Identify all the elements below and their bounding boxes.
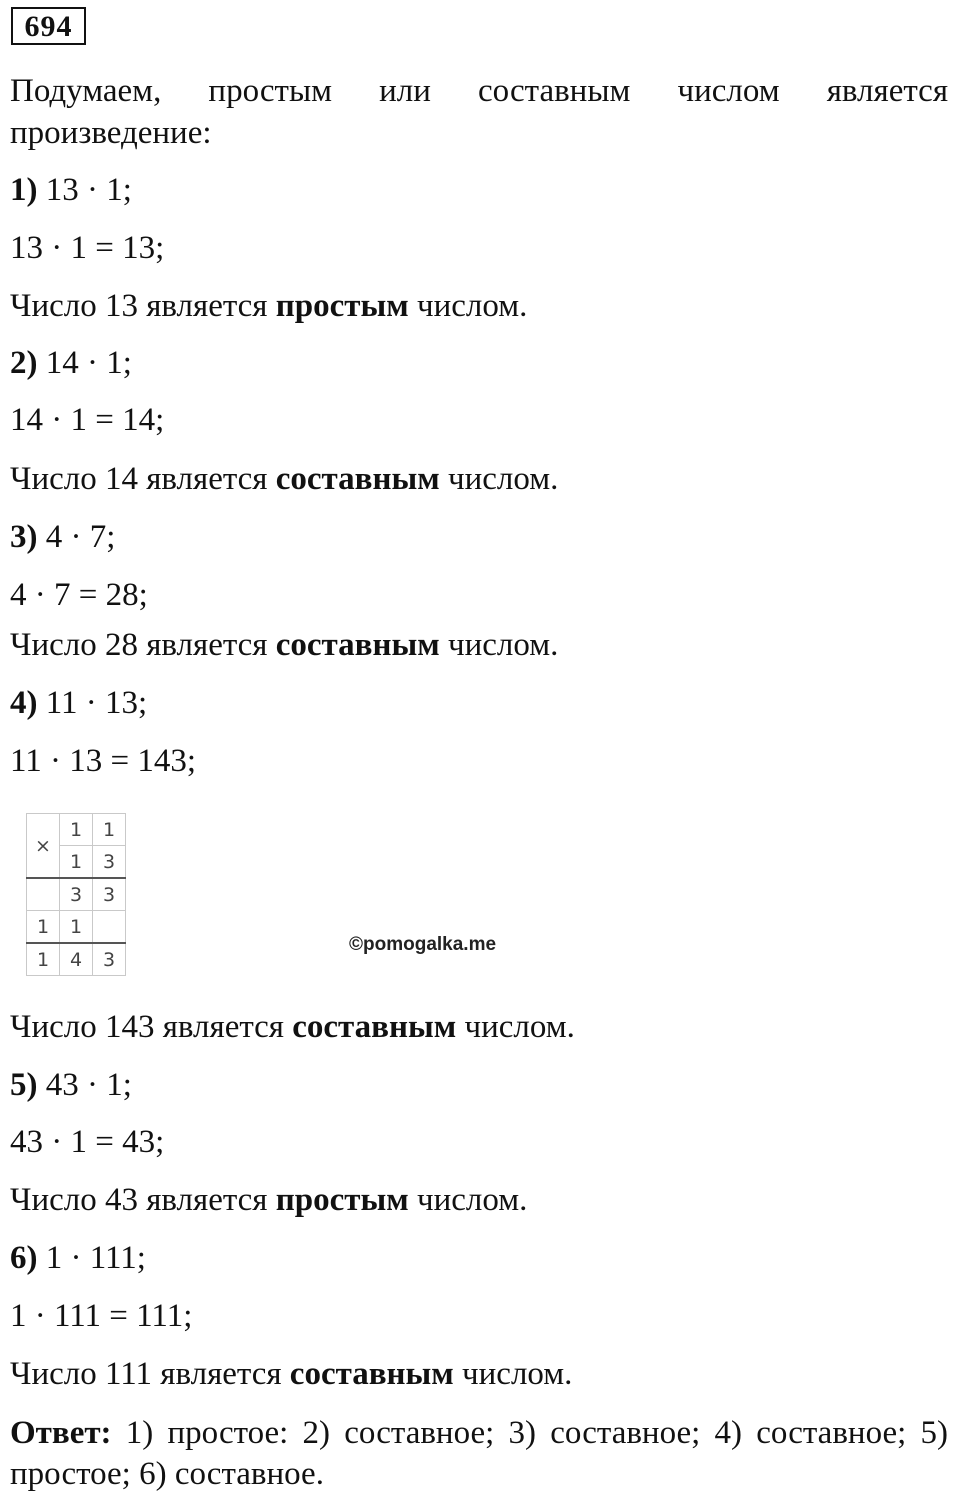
item-label: 1) xyxy=(10,172,38,208)
item-2-calculation: 14 · 1 = 14; xyxy=(10,402,165,438)
task-number: 694 xyxy=(11,7,86,45)
item-6-expression xyxy=(10,1238,146,1278)
number-type: составным xyxy=(275,461,440,497)
item-label: 3) xyxy=(10,519,38,555)
answer-word: 4) xyxy=(714,1415,743,1451)
conclusion-end: числом. xyxy=(464,1009,575,1045)
answer-word: 2) xyxy=(302,1415,331,1451)
item-label: 4) xyxy=(10,685,38,721)
digit-cell: 1 xyxy=(60,814,93,846)
answer-line-2: простое; 6) составное. xyxy=(10,1456,324,1492)
item-4-expression xyxy=(10,683,147,723)
answer-word: 3) xyxy=(508,1415,537,1451)
number-type: простым xyxy=(275,288,409,324)
conclusion-text: Число 111 является xyxy=(10,1356,282,1392)
item-label: 6) xyxy=(10,1240,38,1276)
intro-word: Подумаем, xyxy=(10,73,162,109)
multiply-sign: × xyxy=(27,814,60,879)
item-4-conclusion xyxy=(10,1007,575,1047)
conclusion-text: Число 143 является xyxy=(10,1009,284,1045)
answer-line-1 xyxy=(10,1413,948,1453)
item-2-expression xyxy=(10,343,132,383)
number-type: простым xyxy=(275,1182,409,1218)
item-label: 5) xyxy=(10,1067,38,1103)
item-1-calculation: 13 · 1 = 13; xyxy=(10,230,165,266)
item-expression: 14 · 1; xyxy=(45,345,132,381)
digit-cell: 4 xyxy=(60,943,93,976)
intro-word: является xyxy=(826,73,949,109)
column-multiplication xyxy=(26,813,126,976)
item-expression: 1 · 111; xyxy=(45,1240,146,1276)
digit-cell xyxy=(93,911,126,944)
digit-cell: 1 xyxy=(60,846,93,879)
digit-cell: 1 xyxy=(60,911,93,944)
conclusion-end: числом. xyxy=(448,627,559,663)
answer-word: 1) xyxy=(125,1415,154,1451)
digit-cell: 3 xyxy=(60,878,93,911)
answer-word: составное; xyxy=(756,1415,907,1451)
item-3-calculation: 4 · 7 = 28; xyxy=(10,577,148,613)
intro-word: или xyxy=(379,73,431,109)
conclusion-end: числом. xyxy=(416,288,528,324)
item-6-conclusion xyxy=(10,1354,572,1394)
item-6-calculation: 1 · 111 = 111; xyxy=(10,1298,193,1334)
intro-word: простым xyxy=(208,73,333,109)
watermark: ©pomogalka.me xyxy=(349,934,497,955)
digit-cell: 1 xyxy=(27,943,60,976)
item-1-conclusion xyxy=(10,286,527,326)
digit-cell: 1 xyxy=(93,814,126,846)
answer-word: простое: xyxy=(167,1415,289,1451)
digit-cell: 3 xyxy=(93,846,126,879)
answer-word: 5) xyxy=(920,1415,948,1451)
item-5-calculation: 43 · 1 = 43; xyxy=(10,1124,165,1160)
answer-word: составное; xyxy=(344,1415,495,1451)
answer-word: составное; xyxy=(550,1415,701,1451)
intro-line-2: произведение: xyxy=(10,115,212,151)
item-4-calculation: 11 · 13 = 143; xyxy=(10,743,197,779)
item-3-conclusion xyxy=(10,625,558,665)
conclusion-end: числом. xyxy=(416,1182,528,1218)
intro-word: составным xyxy=(478,73,631,109)
conclusion-text: Число 43 является xyxy=(10,1182,268,1218)
intro-word: числом xyxy=(677,73,780,109)
digit-cell: 3 xyxy=(93,943,126,976)
conclusion-end: числом. xyxy=(462,1356,573,1392)
number-type: составным xyxy=(289,1356,454,1392)
item-expression: 13 · 1; xyxy=(45,172,132,208)
intro-line-1 xyxy=(10,71,948,111)
conclusion-text: Число 14 является xyxy=(10,461,268,497)
item-1-expression xyxy=(10,170,132,210)
item-expression: 4 · 7; xyxy=(45,519,116,555)
conclusion-end: числом. xyxy=(448,461,559,497)
number-type: составным xyxy=(292,1009,457,1045)
answer-label: Ответ: xyxy=(10,1415,112,1451)
number-type: составным xyxy=(275,627,440,663)
digit-cell: 1 xyxy=(27,911,60,944)
item-2-conclusion xyxy=(10,459,558,499)
digit-cell: 3 xyxy=(93,878,126,911)
item-5-expression xyxy=(10,1065,132,1105)
conclusion-text: Число 28 является xyxy=(10,627,268,663)
digit-cell xyxy=(27,878,60,911)
item-5-conclusion xyxy=(10,1180,527,1220)
conclusion-text: Число 13 является xyxy=(10,288,268,324)
item-3-expression xyxy=(10,517,115,557)
item-expression: 43 · 1; xyxy=(45,1067,132,1103)
item-label: 2) xyxy=(10,345,38,381)
item-expression: 11 · 13; xyxy=(45,685,148,721)
